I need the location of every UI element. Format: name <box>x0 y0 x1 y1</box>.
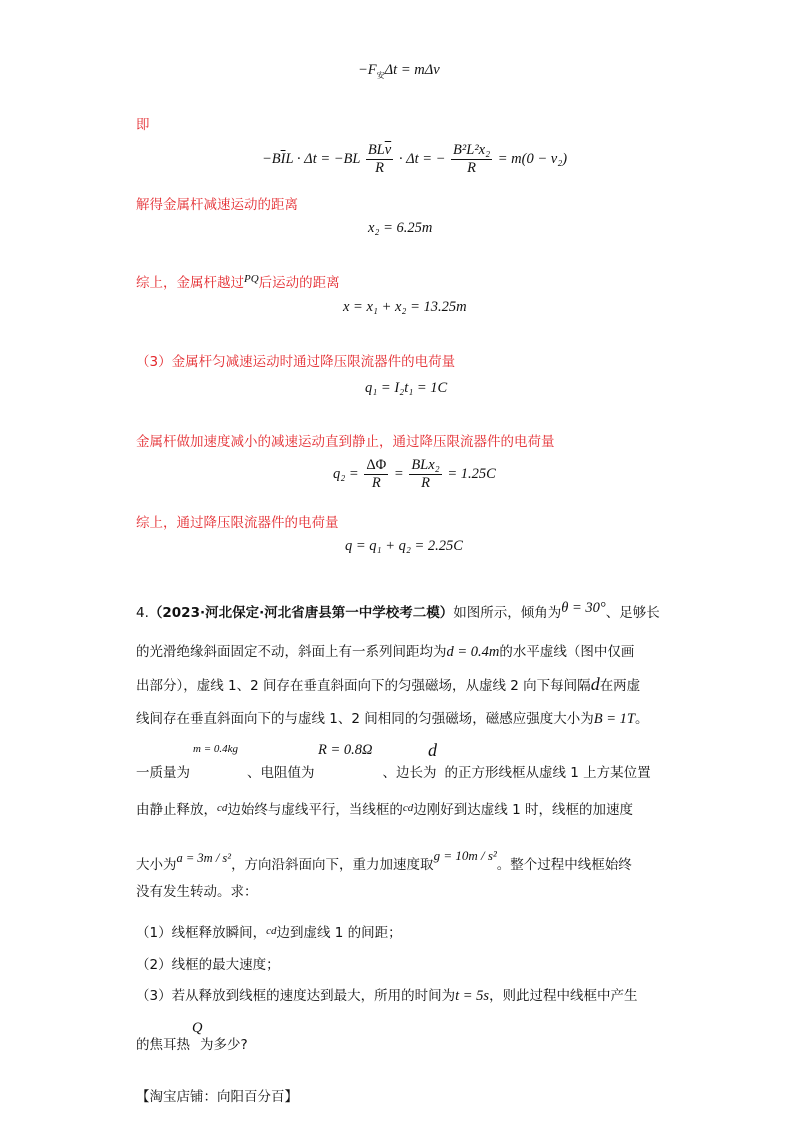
problem-line-6: 由静止释放，$^{cd}$边始终与虚线平行，当线框的$^{cd}$边刚好到达虚线 1 时，线框的加速度 <box>136 802 633 818</box>
equation-impulse: $-F_安\Delta t = m\Delta v$ <box>358 62 440 80</box>
equation-q1: q₁ = I₂t₁ = 1C <box>365 380 448 396</box>
problem-line-8: 没有发生转动。求： <box>136 884 258 900</box>
question-3: （3）若从释放到线框的速度达到最大，所用的时间为t = 5s，则此过程中线框中产生 <box>136 988 638 1004</box>
equation-q-total: q = q₁ + q₂ = 2.25C <box>345 538 463 554</box>
side-length-symbol: d <box>428 740 437 760</box>
text-charge-total: 综上，通过降压限流器件的电荷量 <box>136 515 339 531</box>
equation-q2: q₂ = $\frac{\Delta\Phi}{R}$ = $\frac{\text{BLx₂}}{R}$ = 1.25C <box>333 457 496 491</box>
equation-x-total: x = x₁ + x₂ = 13.25m <box>343 299 467 315</box>
text-decel-distance: 解得金属杆减速运动的距离 <box>136 197 298 213</box>
question-3-cont: 的焦耳热 为多少? <box>136 1037 248 1053</box>
text-charge-q2: 金属杆做加速度减小的减速运动直到静止，通过降压限流器件的电荷量 <box>136 434 555 450</box>
problem-line-7: 大小为a = 3m / s²，方向沿斜面向下，重力加速度取g = 10m / s²。整个过程中线框始终 <box>136 848 632 873</box>
resistance-value: R = 0.8Ω <box>318 742 373 758</box>
equation-x2: x₂ = 6.25m <box>368 220 433 236</box>
equation-chain: $-B\overline{I}L \cdot \Delta t = -BL$ $\frac{BL\overline{v}}{R}$ · Δt = − $\frac{\text{B²L²x₂}}{R}$ = m(0 − v₂) <box>262 142 568 176</box>
footer-shop: 【淘宝店铺：向阳百分百】 <box>136 1089 298 1105</box>
problem-line-3: 出部分），虚线 1、2 间存在垂直斜面向下的匀强磁场，从虚线 2 向下每间隔d在两虚 <box>136 674 641 694</box>
problem-line-2: 的光滑绝缘斜面固定不动，斜面上有一系列间距均为d = 0.4m的水平虚线（图中仅画 <box>136 644 635 660</box>
heat-symbol: Q <box>192 1020 203 1036</box>
problem-line-1: 4.（2023·河北保定·河北省唐县第一中学校考二模）如图所示，倾角为θ = 30°、足够长 <box>136 600 660 621</box>
mass-value: m = 0.4kg <box>193 743 238 755</box>
text-total-distance: 综上，金属杆越过$^{PQ}$后运动的距离 <box>136 273 340 291</box>
text-ji: 即 <box>136 117 150 133</box>
question-1: （1）线框释放瞬间，$^{cd}$边到虚线 1 的间距； <box>136 925 402 941</box>
question-2: （2）线框的最大速度； <box>136 957 280 973</box>
text-charge-q1: （3）金属杆匀减速运动时通过降压限流器件的电荷量 <box>136 354 456 370</box>
problem-line-5: 一质量为 、电阻值为 、边长为 的正方形线框从虚线 1 上方某位置 <box>136 765 651 781</box>
problem-source: （2023·河北保定·河北省唐县第一中学校考二模） <box>148 605 454 621</box>
problem-line-4: 线间存在垂直斜面向下的与虚线 1、2 间相同的匀强磁场，磁感应强度大小为B = 1T。 <box>136 711 649 727</box>
